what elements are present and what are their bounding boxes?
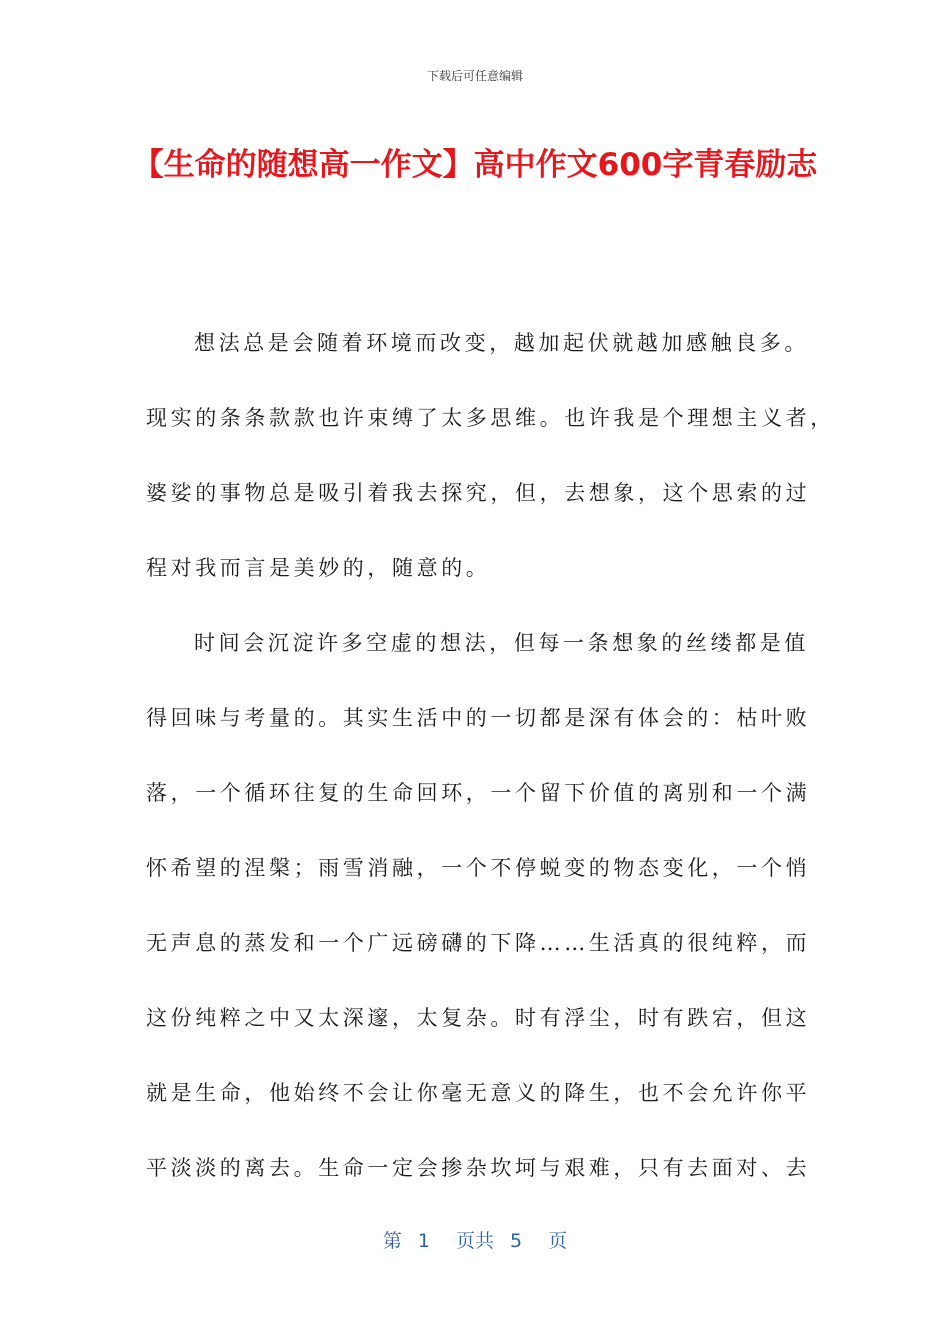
paragraph-2-line-2: 得回味与考量的。其实生活中的一切都是深有体会的：枯叶败 [146, 706, 811, 730]
paragraph-2-line-7: 就是生命，他始终不会让你毫无意义的降生，也不会允许你平 [146, 1081, 811, 1105]
paragraph-1-line-1: 想法总是会随着环境而改变，越加起伏就越加感触良多。 [194, 331, 809, 355]
paragraph-2-line-5: 无声息的蒸发和一个广远磅礴的下降……生活真的很纯粹，而 [146, 931, 811, 955]
page-footer [0, 1226, 950, 1253]
footer-suffix: 页 [548, 1230, 568, 1252]
footer-middle: 页共 [455, 1230, 494, 1252]
paragraph-2-line-6: 这份纯粹之中又太深邃，太复杂。时有浮尘，时有跌宕，但这 [146, 1006, 811, 1030]
footer-page-number: 1 [417, 1230, 430, 1252]
paragraph-1-line-4: 程对我而言是美妙的，随意的。 [146, 556, 491, 580]
paragraph-1-line-3: 婆娑的事物总是吸引着我去探究，但，去想象，这个思索的过 [146, 481, 811, 505]
footer-prefix: 第 [382, 1230, 402, 1252]
header-note: 下载后可任意编辑 [426, 69, 523, 83]
paragraph-2-line-4: 怀希望的涅槃；雨雪消融，一个不停蜕变的物态变化，一个悄 [146, 856, 811, 880]
paragraph-1-line-2: 现实的条条款款也许束缚了太多思维。也许我是个理想主义者， [146, 406, 835, 430]
document-body [146, 318, 835, 1218]
paragraph-2-line-1: 时间会沉淀许多空虚的想法，但每一条想象的丝缕都是值 [194, 631, 809, 655]
footer-total-pages: 5 [510, 1230, 523, 1252]
paragraph-2-line-3: 落，一个循环往复的生命回环，一个留下价值的离别和一个满 [146, 781, 811, 805]
document-title: 【生命的随想高一作文】高中作文600字青春励志 [132, 147, 818, 183]
paragraph-2-line-8: 平淡淡的离去。生命一定会掺杂坎坷与艰难，只有去面对、去 [146, 1156, 811, 1180]
